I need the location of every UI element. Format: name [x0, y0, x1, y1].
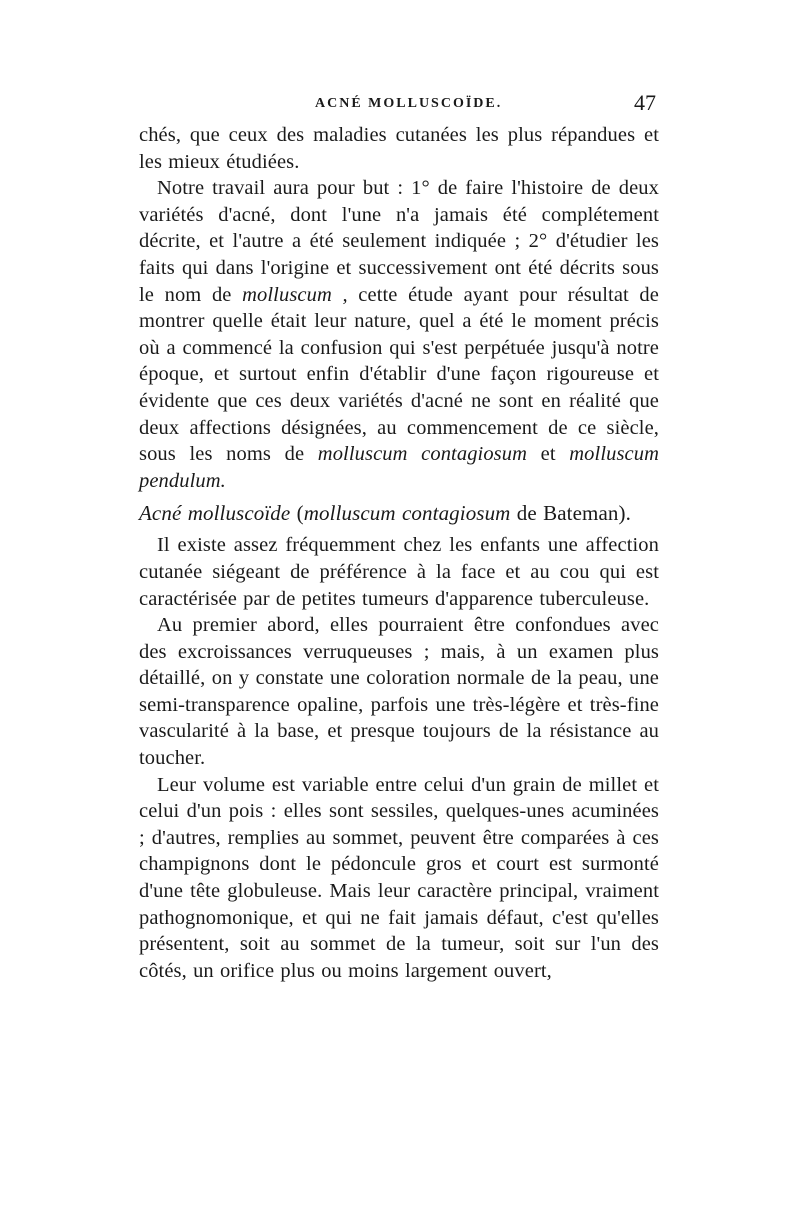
book-page: [139, 92, 659, 984]
paragraph-continuation: chés, que ceux des maladies cutanées les plus répandues et les mieux étudiées.: [139, 124, 659, 173]
paragraph-text: cette étude ayant pour résultat de montrer quelle était leur nature, quel a été le moment précis où a commencé la confusion qui s'est perpétuée jusqu'à notre époque, et surtout enfin d'établir d'une façon rigoureuse et évidente que ces deux variétés d'acné ne sont en réalité que deux affections désignées, au commencement de ce siècle, sous les noms de: [139, 283, 659, 466]
heading-italic: molluscum contagiosum: [303, 501, 511, 526]
paragraph-text: Notre travail aura pour but : 1° de faire l'histoire de deux variétés d'acné, dont l'une n'a jamais été complétement décrite, et l'autre a été seulement indiquée ; 2° d'étudier les faits qui dans l'origine et successivement ont été décrits sous le nom de: [139, 177, 659, 306]
running-head-title: ACNÉ MOLLUSCOÏDE.: [315, 96, 503, 111]
section-heading: [139, 500, 659, 526]
page-number: 47: [634, 90, 656, 115]
italic-term: molluscum ,: [242, 283, 348, 306]
body-text: [139, 122, 659, 984]
italic-term: molluscum pendulum.: [139, 443, 660, 492]
paragraph-first-glance: Au premier abord, elles pourraient être confondues avec des excroissances verruqueuses ; mais, à un examen plus détaillé, on y constate une coloration normale de la peau, une semi-transparence opaline, parfois une très-légère et très-fine vascularité à la base, et presque toujours de la résistance au toucher.: [139, 614, 659, 770]
paragraph-volume: Leur volume est variable entre celui d'un grain de millet et celui d'un pois : elles sont sessiles, quelques-unes acuminées ; d'autres, remplies au sommet, peuvent être comparées à ces champignons dont le pédoncule gros et court est surmonté d'une tête globuleuse. Mais leur caractère principal, vraiment pathognomonique, et qui ne fait jamais défaut, c'est qu'elles présentent, soit au sommet de la tumeur, soit sur l'un des côtés, un orifice plus ou moins largement ouvert,: [139, 773, 659, 982]
paragraph-description: Il existe assez fréquemment chez les enfants une affection cutanée siégeant de préférence à la face et au cou qui est caractérisée par de petites tumeurs d'apparence tuberculeuse.: [139, 534, 659, 610]
paragraph-objectives: [139, 175, 659, 494]
paragraph-text: et: [527, 443, 570, 466]
heading-italic: Acné molluscoïde: [139, 501, 291, 526]
running-head: [139, 92, 659, 122]
heading-text: (: [290, 501, 304, 526]
italic-term: molluscum contagiosum: [317, 443, 528, 466]
heading-text: de Bateman).: [510, 501, 631, 526]
